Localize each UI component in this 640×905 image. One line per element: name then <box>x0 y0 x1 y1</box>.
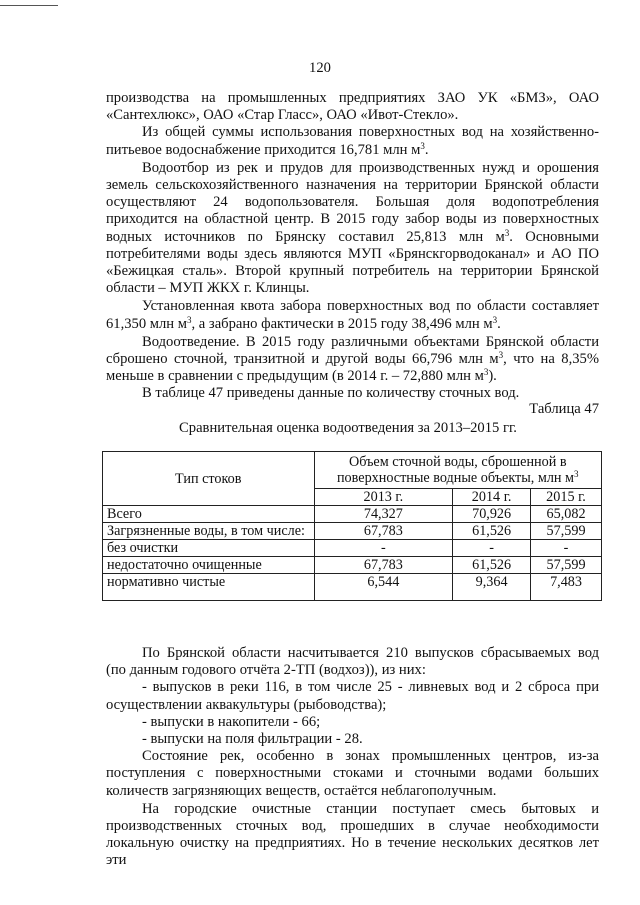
page-number: 120 <box>309 60 331 76</box>
row-label: Загрязненные воды, в том числе: <box>103 523 315 540</box>
wastewater-table <box>102 451 602 601</box>
cell-value: 67,783 <box>314 523 453 540</box>
cell-value: - <box>531 540 602 557</box>
row-label: Всего <box>103 506 315 523</box>
row-label: недостаточно очищенные <box>103 557 315 574</box>
cell-value: 57,599 <box>531 557 602 574</box>
list-item: - выпуски на поля фильтрации - 28. <box>142 731 363 748</box>
paragraph: В таблице 47 приведены данные по количеству сточных вод. <box>142 385 520 402</box>
cell-value: 61,526 <box>453 557 531 574</box>
paragraph: Состояние рек, особенно в зонах промышленных центров, из-за поступления с поверхностными стоками и сточными водами больших количеств загрязняющих веществ, остаётся неблагополучным. <box>106 748 599 799</box>
table-title: Сравнительная оценка водоотведения за 2013–2015 гг. <box>179 420 517 436</box>
row-label: нормативно чистые <box>103 574 315 601</box>
column-header-volume: Объем сточной воды, сброшенной в поверхностные водные объекты, млн $м^3$ <box>314 452 601 489</box>
year-header: 2013 г. <box>314 489 453 506</box>
cell-value: 67,783 <box>314 557 453 574</box>
year-header: 2015 г. <box>531 489 602 506</box>
table-row <box>103 506 602 523</box>
list-item: - выпуски в накопители - 66; <box>142 713 321 730</box>
paragraph: Водоотведение. В 2015 году различными объектами Брянской области сброшено сточной, транзитной и другой воды 66,796 млн $м^3$, что на 8,35% меньше в сравнении с предыдущим (в 2014 г. – 72,880 млн $м^3$). <box>106 333 599 385</box>
cell-value: 61,526 <box>453 523 531 540</box>
cell-value: - <box>314 540 453 557</box>
table-label: Таблица 47 <box>529 401 599 417</box>
column-header-type: Тип стоков <box>103 452 315 506</box>
cell-value: 7,483 <box>531 574 602 601</box>
paragraph: По Брянской области насчитывается 210 выпусков сбрасываемых вод (по данным годового отчёта 2-ТП (водхоз)), из них: <box>106 645 599 679</box>
paragraph: производства на промышленных предприятиях ЗАО УК «БМЗ», ОАО «Сантехлюкс», ОАО «Стар Гласс», ОАО «Ивот-Стекло». <box>106 90 599 124</box>
cell-value: - <box>453 540 531 557</box>
cell-value: 57,599 <box>531 523 602 540</box>
table-header-row <box>103 452 602 489</box>
table-row <box>103 557 602 574</box>
paragraph: Из общей суммы использования поверхностных вод на хозяйственно-питьевое водоснабжение приходится 16,781 млн $м^3$. <box>106 124 599 158</box>
paragraph: На городские очистные станции поступает смесь бытовых и производственных сточных вод, прошедших в случае необходимости локальную очистку на предприятиях. Но в течение нескольких десятков лет эти <box>106 800 599 869</box>
cell-value: 9,364 <box>453 574 531 601</box>
cell-value: 74,327 <box>314 506 453 523</box>
cell-value: 70,926 <box>453 506 531 523</box>
paragraph: Установленная квота забора поверхностных вод по области составляет 61,350 млн $м^3$, а забрано фактически в 2015 году 38,496 млн $м^3$. <box>106 298 599 332</box>
row-label: без очистки <box>103 540 315 557</box>
cell-value: 65,082 <box>531 506 602 523</box>
paragraph: Водоотбор из рек и прудов для производственных нужд и орошения земель сельскохозяйственного назначения на территории Брянской области осуществляют 24 водопользователя. Большая доля водопотребления приходится на областной центр. В 2015 году забор воды из поверхностных водных источников по Брянску составил 25,813 млн $м^3$. Основными потребителями воды здесь являются МУП «Брянскгорводоканал» и АО ПО «Бежицкая сталь». Второй крупный потребитель на территории Брянской области – МУП ЖКХ г. Клинцы. <box>106 159 599 297</box>
table-row <box>103 574 602 601</box>
scan-corner-line <box>0 5 58 6</box>
table-row <box>103 540 602 557</box>
body-text-bottom <box>106 645 599 870</box>
body-text-top <box>106 90 599 403</box>
year-header: 2014 г. <box>453 489 531 506</box>
list-item: - выпусков в реки 116, в том числе 25 - ливневых вод и 2 сброса при осуществлении аквакультуры (рыбоводства); <box>106 679 599 713</box>
cell-value: 6,544 <box>314 574 453 601</box>
table-row <box>103 523 602 540</box>
